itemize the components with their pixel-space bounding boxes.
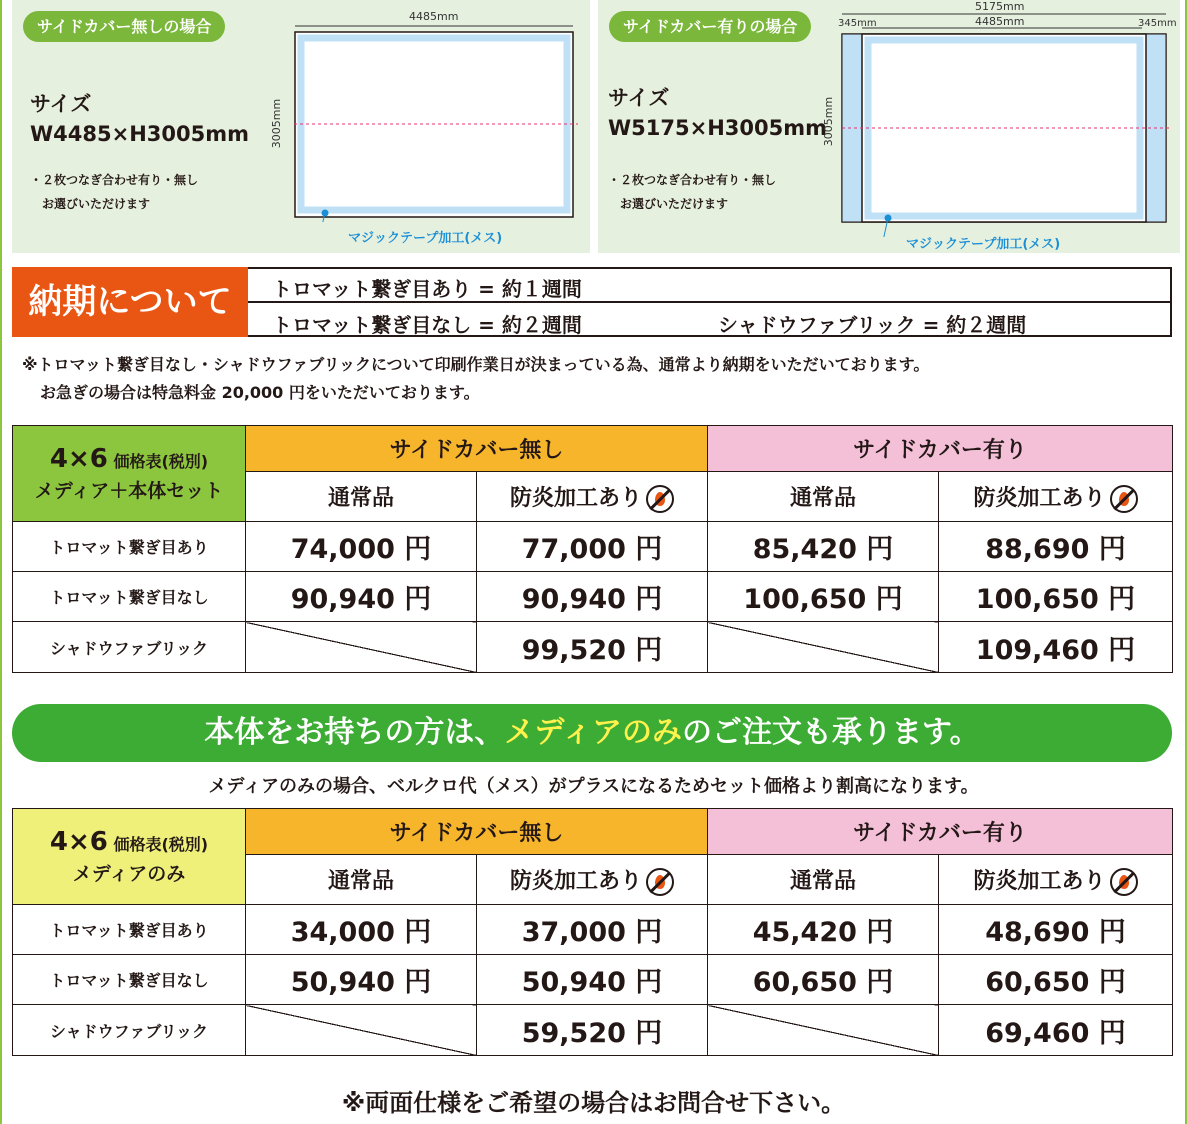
empty-cell [708, 1005, 939, 1056]
table-row [13, 622, 1173, 673]
banner-text-2: のご注文も承ります。 [682, 715, 980, 750]
badge-no-side-cover: サイドカバー無しの場合 [23, 11, 225, 42]
col-normal: 通常品 [246, 855, 477, 905]
col-fireproof: 防炎加工あり [477, 472, 708, 522]
empty-cell [246, 622, 477, 673]
delivery-label: 納期について [12, 267, 248, 337]
corner-type: メディアのみ [72, 863, 186, 885]
price-cell: 85,420 円 [708, 522, 939, 572]
fireproof-icon [1110, 485, 1138, 513]
size-value: W4485×H3005mm [30, 122, 249, 146]
height-dimension: 3005mm [822, 96, 836, 147]
delivery-notice-2: お急ぎの場合は特急料金 20,000 円をいただいております。 [40, 383, 480, 402]
table-corner [13, 809, 246, 905]
table-row [13, 1005, 1173, 1056]
size-value: W5175×H3005mm [608, 116, 827, 140]
corner-size: 4×6 [49, 444, 108, 474]
price-cell: 90,940 円 [477, 572, 708, 622]
price-cell: 37,000 円 [477, 905, 708, 955]
price-cell: 109,460 円 [939, 622, 1173, 673]
fireproof-icon [646, 868, 674, 896]
total-width-dimension: 5175mm [975, 0, 1025, 13]
price-cell: 90,940 円 [246, 572, 477, 622]
footer-note: ※両面仕様をご希望の場合はお問合せ下さい。 [341, 1089, 846, 1117]
magic-tape-label: マジックテープ加工(メス) [348, 231, 503, 246]
row-label: トロマット繋ぎ目なし [13, 572, 246, 622]
price-cell: 60,650 円 [939, 955, 1173, 1005]
row-label: シャドウファブリック [13, 622, 246, 673]
price-cell: 100,650 円 [939, 572, 1173, 622]
price-cell: 48,690 円 [939, 905, 1173, 955]
corner-size: 4×6 [49, 827, 108, 857]
empty-cell [708, 622, 939, 673]
corner-type: メディア＋本体セット [34, 480, 224, 502]
fireproof-icon [1110, 868, 1138, 896]
corner-price-label: 価格表(税別) [113, 835, 209, 854]
price-cell: 100,650 円 [708, 572, 939, 622]
width-dimension: 4485mm [975, 15, 1025, 28]
group-header-with-cover: サイドカバー有り [708, 426, 1173, 472]
table-row [13, 572, 1173, 622]
delivery-notice-1: ※トロマット繋ぎ目なし・シャドウファブリックについて印刷作業日が決まっている為、通常より納期をいただいております。 [22, 355, 930, 374]
note-line-2: お選びいただけます [42, 197, 151, 211]
price-cell: 45,420 円 [708, 905, 939, 955]
price-cell: 88,690 円 [939, 522, 1173, 572]
magic-tape-label: マジックテープ加工(メス) [906, 237, 1061, 252]
col-normal: 通常品 [708, 855, 939, 905]
banner-diagram-with-cover [840, 12, 1170, 237]
price-table-media-only [12, 808, 1173, 1056]
size-label: サイズ [30, 92, 92, 116]
banner-highlight: メディアのみ [504, 715, 682, 750]
price-cell: 77,000 円 [477, 522, 708, 572]
price-cell: 74,000 円 [246, 522, 477, 572]
col-fireproof: 防炎加工あり [939, 855, 1173, 905]
panel-with-side-cover [598, 0, 1180, 253]
note-line-1: ・２枚つなぎ合わせ有り・無し [608, 173, 777, 187]
width-dimension: 4485mm [409, 10, 459, 23]
row-label: シャドウファブリック [13, 1005, 246, 1056]
empty-cell [246, 1005, 477, 1056]
price-cell: 60,650 円 [708, 955, 939, 1005]
price-cell: 50,940 円 [477, 955, 708, 1005]
fireproof-icon [646, 485, 674, 513]
table-corner [13, 426, 246, 522]
side-dimension-right: 345mm [1138, 18, 1177, 29]
table-row [13, 955, 1173, 1005]
group-header-no-cover: サイドカバー無し [246, 426, 708, 472]
group-header-with-cover: サイドカバー有り [708, 809, 1173, 855]
price-cell: 99,520 円 [477, 622, 708, 673]
price-cell: 59,520 円 [477, 1005, 708, 1056]
col-fireproof: 防炎加工あり [477, 855, 708, 905]
table-row [13, 905, 1173, 955]
left-border-line [0, 0, 2, 1124]
price-table-set [12, 425, 1173, 673]
corner-price-label: 価格表(税別) [113, 452, 209, 471]
price-cell: 69,460 円 [939, 1005, 1173, 1056]
delivery-line-1: トロマット繋ぎ目あり = 約１週間 [272, 277, 582, 301]
row-label: トロマット繋ぎ目あり [13, 905, 246, 955]
delivery-line-2a: トロマット繋ぎ目なし = 約２週間 [272, 313, 582, 337]
banner-note: メディアのみの場合、ベルクロ代（メス）がプラスになるためセット価格より割高になります。 [208, 776, 979, 797]
row-label: トロマット繋ぎ目なし [13, 955, 246, 1005]
delivery-box [248, 267, 1172, 337]
table-row [13, 522, 1173, 572]
panel-no-side-cover [12, 0, 590, 253]
media-only-banner [12, 704, 1172, 762]
col-fireproof: 防炎加工あり [939, 472, 1173, 522]
col-normal: 通常品 [708, 472, 939, 522]
delivery-line-2b: シャドウファブリック = 約２週間 [718, 313, 1027, 337]
delivery-row-1 [248, 269, 1170, 303]
banner-text-1: 本体をお持ちの方は、 [204, 715, 505, 750]
side-dimension-left: 345mm [838, 18, 877, 29]
badge-with-side-cover: サイドカバー有りの場合 [609, 11, 811, 42]
col-normal: 通常品 [246, 472, 477, 522]
height-dimension: 3005mm [270, 98, 284, 149]
group-header-no-cover: サイドカバー無し [246, 809, 708, 855]
row-label: トロマット繋ぎ目あり [13, 522, 246, 572]
price-cell: 34,000 円 [246, 905, 477, 955]
banner-diagram [292, 22, 578, 222]
note-line-1: ・２枚つなぎ合わせ有り・無し [30, 173, 199, 187]
size-label: サイズ [608, 86, 670, 110]
note-line-2: お選びいただけます [620, 197, 729, 211]
price-cell: 50,940 円 [246, 955, 477, 1005]
